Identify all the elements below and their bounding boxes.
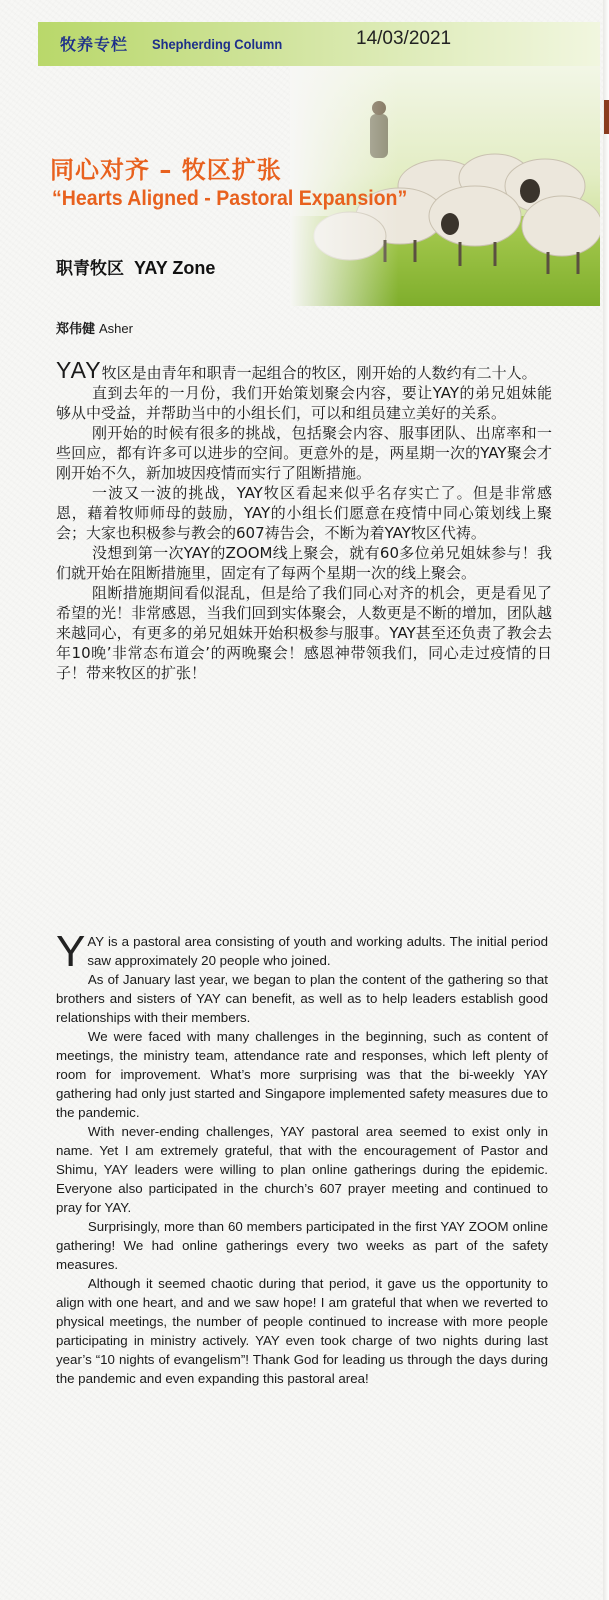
author-byline [56, 318, 133, 337]
column-title-chinese: 牧养专栏 [60, 35, 129, 54]
sheep-field-image [290, 66, 600, 306]
english-paragraph: Surprisingly, more than 60 members participated in the first YAY ZOOM online gathering! We had online gatherings every two weeks as part of the safety measures. [56, 1219, 548, 1272]
english-paragraph: We were faced with many challenges in the beginning, such as content of meetings, the ministry team, attendance rate and responses, which left plenty of room for improvement. What’s more surprising was that the bi-weekly YAY gathering had only just started and Singapore implemented safety measures due to the pandemic. [56, 1029, 548, 1120]
chinese-paragraph: 直到去年的一月份，我们开始策划聚会内容，要让YAY的弟兄姐妹能够从中受益，并帮助当中的小组长们，可以和组员建立美好的关系。 [56, 384, 552, 422]
chinese-paragraph: 一波又一波的挑战，YAY牧区看起来似乎名存实亡了。但是非常感恩，藉着牧师师母的鼓励，YAY的小组长们愿意在疫情中同心策划线上聚会；大家也积极参与教会的607祷告会，不断为着YAY牧区代祷。 [56, 484, 552, 542]
article-title-chinese: 同心对齐 – 牧区扩张 [50, 156, 282, 184]
english-paragraph: With never-ending challenges, YAY pastoral area seemed to exist only in name. Yet I am extremely grateful, that with the encouragement of Pastor and Shimu, YAY leaders were willing to plan online gatherings during the epidemic. Everyone also participated in the church’s 607 prayer meeting and continued to pray for YAY. [56, 1124, 548, 1215]
sheep-field-illustration [290, 66, 600, 306]
zone-name-chinese: 职青牧区 [56, 259, 124, 279]
english-article-body [56, 927, 548, 1388]
page-tab-marker [604, 100, 609, 134]
chinese-paragraph: 刚开始的时候有很多的挑战，包括聚会内容、服事团队、出席率和一些回应，都有许多可以进步的空间。更意外的是，两星期一次的YAY聚会才刚开始不久，新加坡因疫情而实行了阻断措施。 [56, 424, 552, 482]
english-paragraph: Although it seemed chaotic during that period, it gave us the opportunity to align with one heart, and and we saw hope! I am grateful that when we reverted to physical meetings, the number of people continued to increase with more people participating in ministry actively. YAY even took charge of two nights during last year’s “10 nights of evangelism”! Thank God for leading us through the days during the pandemic and even expanding this pastoral area! [56, 1276, 548, 1386]
english-lead-text: AY is a pastoral area consisting of youth and working adults. The initial period saw approximately 20 people who joined. [87, 934, 548, 968]
chinese-article-body [56, 357, 552, 683]
english-drop-cap: Y [56, 927, 86, 976]
zone-heading [56, 254, 215, 279]
zone-name-english: YAY Zone [134, 258, 216, 278]
author-name-chinese: 郑伟健 [56, 322, 96, 337]
chinese-paragraph: 阻断措施期间看似混乱，但是给了我们同心对齐的机会，更是看见了希望的光！非常感恩，当我们回到实体聚会，人数更是不断的增加，团队越来越同心，有更多的弟兄姐妹开始积极参与服事。YAY甚至还负责了教会去年10晚’非常态布道会’的两晚聚会！感恩神带领我们，同心走过疫情的日子！带来牧区的扩张！ [56, 584, 552, 682]
article-title-english: “Hearts Aligned - Pastoral Expansion” [52, 187, 408, 210]
column-title-english: Shepherding Column [152, 36, 283, 52]
english-paragraph [56, 927, 548, 976]
author-name-english: Asher [99, 321, 133, 336]
chinese-paragraph: 没想到第一次YAY的ZOOM线上聚会，就有60多位弟兄姐妹参与！我们就开始在阻断措施里，固定有了每两个星期一次的线上聚会。 [56, 544, 552, 582]
issue-date: 14/03/2021 [356, 28, 452, 49]
chinese-lead-word: YAY [56, 357, 102, 383]
chinese-paragraph [56, 357, 552, 383]
english-paragraph: As of January last year, we began to plan the content of the gathering so that brothers and sisters of YAY can benefit, as well as to help leaders establish good relationships with their members. [56, 972, 548, 1025]
page-edge [603, 0, 609, 1600]
chinese-lead-text: 牧区是由青年和职青一起组合的牧区，刚开始的人数约有二十人。 [101, 364, 537, 382]
